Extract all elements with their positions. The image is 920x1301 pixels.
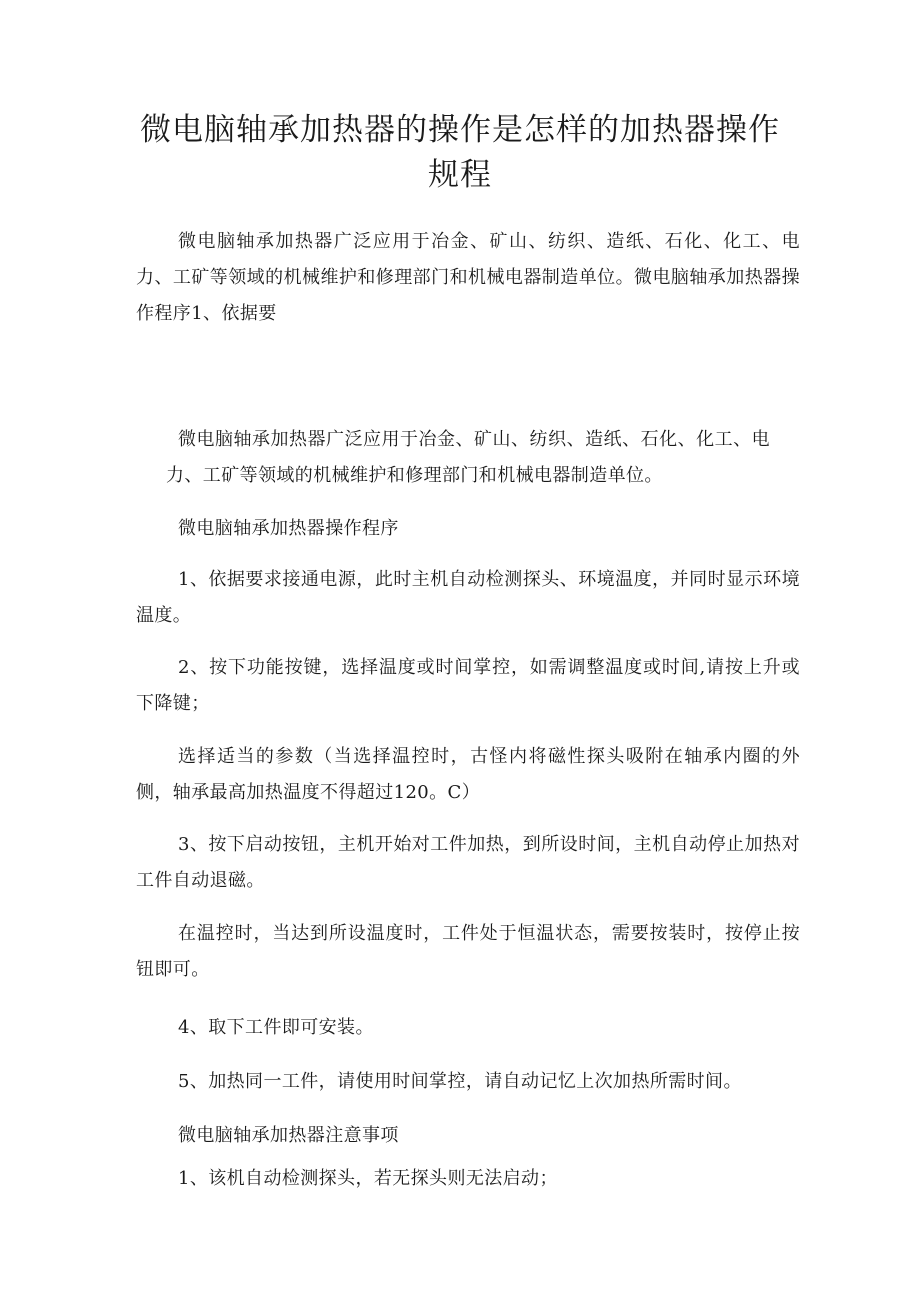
step-2-paragraph: 2、按下功能按键，选择温度或时间掌控，如需调整温度或时间,请按上升或下降键； bbox=[136, 657, 800, 714]
step-3-note-paragraph: 在温控时，当达到所设温度时，工件处于恒温状态，需要按装时，按停止按钮即可。 bbox=[136, 923, 800, 980]
step-2-note-paragraph: 选择适当的参数（当选择温控时，古怪内将磁性探头吸附在轴承内圈的外侧，轴承最高加热温度不得超过120。C） bbox=[136, 746, 800, 803]
application-paragraph: 微电脑轴承加热器广泛应用于冶金、矿山、纺织、造纸、石化、化工、电力、工矿等领域的机械维护和修理部门和机械电器制造单位。 bbox=[166, 429, 770, 486]
document-title: 微电脑轴承加热器的操作是怎样的加热器操作规程 bbox=[140, 112, 780, 193]
step-5-paragraph: 5、加热同一工件，请使用时间掌控，请自动记忆上次加热所需时间。 bbox=[178, 1071, 742, 1092]
step-3-paragraph: 3、按下启动按钮，主机开始对工件加热，到所设时间，主机自动停止加热对工件自动退磁。 bbox=[136, 834, 800, 891]
notes-heading: 微电脑轴承加热器注意事项 bbox=[178, 1125, 399, 1146]
procedure-heading: 微电脑轴承加热器操作程序 bbox=[178, 518, 399, 539]
intro-paragraph: 微电脑轴承加热器广泛应用于冶金、矿山、纺织、造纸、石化、化工、电力、工矿等领域的机械维护和修理部门和机械电器制造单位。微电脑轴承加热器操作程序1、依据要 bbox=[136, 231, 800, 324]
step-1-paragraph: 1、依据要求接通电源，此时主机自动检测探头、环境温度，并同时显示环境温度。 bbox=[136, 569, 800, 626]
note-1-paragraph: 1、该机自动检测探头，若无探头则无法启动； bbox=[178, 1168, 558, 1189]
step-4-paragraph: 4、取下工件即可安装。 bbox=[178, 1017, 374, 1038]
